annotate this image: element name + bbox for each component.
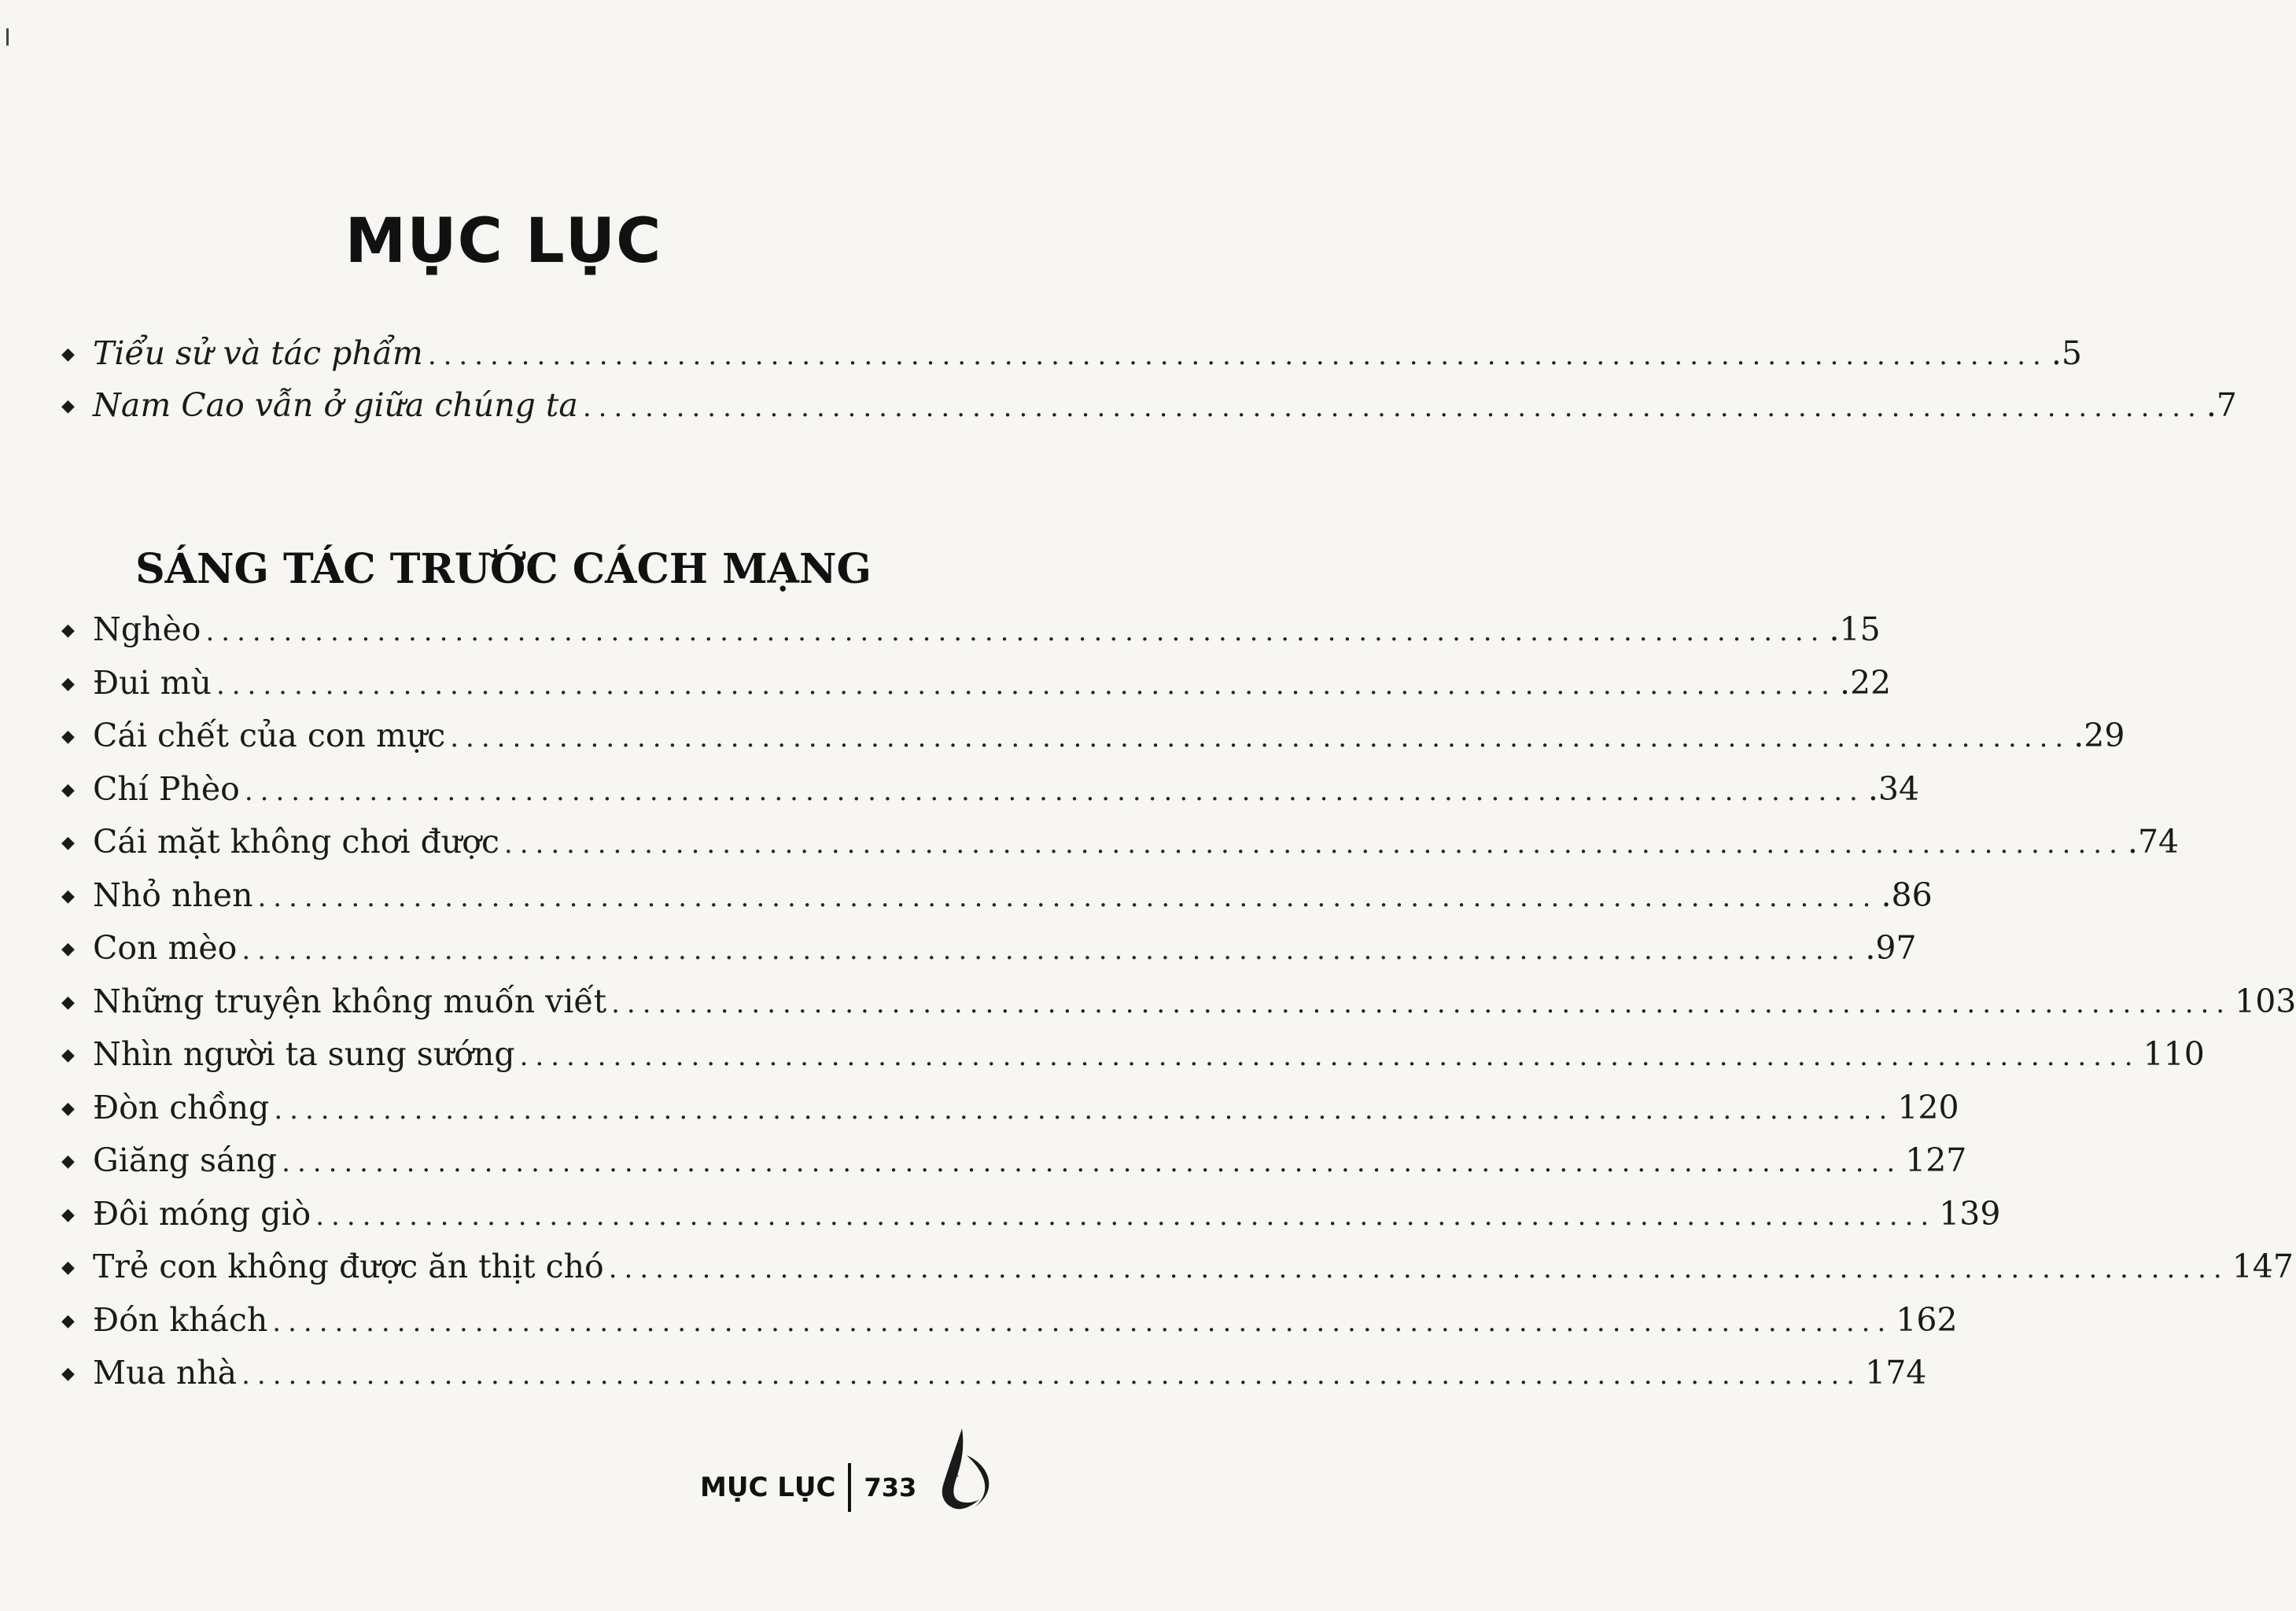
dot-leader: ........................................................................................................ bbox=[205, 616, 1826, 647]
toc-entry-page: .5 bbox=[2051, 334, 2082, 372]
toc-entry-page: .7 bbox=[2206, 386, 2237, 424]
toc-entry-page: 162 bbox=[1896, 1300, 1958, 1339]
dot-leader: ........................................................................................................ bbox=[608, 1253, 2229, 1285]
toc-entry[interactable] bbox=[61, 1088, 1959, 1142]
toc-entry-page: .22 bbox=[1839, 663, 1892, 702]
diamond-bullet-icon: ◆ bbox=[61, 345, 75, 364]
toc-entry-page: .34 bbox=[1867, 769, 1920, 808]
toc-entry-page: 120 bbox=[1897, 1088, 1959, 1126]
toc-entry[interactable] bbox=[61, 1354, 1927, 1407]
diamond-bullet-icon: ◆ bbox=[61, 780, 75, 800]
toc-entry-title: Cái chết của con mực bbox=[93, 717, 446, 754]
toc-entry[interactable] bbox=[61, 663, 1892, 717]
diamond-bullet-icon: ◆ bbox=[61, 1258, 75, 1277]
dot-leader: ........................................................................................................ bbox=[427, 340, 2048, 371]
toc-entry-title: Nhìn người ta sung sướng bbox=[93, 1035, 515, 1073]
toc-entry-title: Đòn chồng bbox=[93, 1088, 270, 1126]
toc-entry-page: 139 bbox=[1939, 1194, 2001, 1233]
footer-divider bbox=[848, 1463, 851, 1512]
toc-entry[interactable] bbox=[61, 1035, 2205, 1089]
dot-leader: ........................................................................................................ bbox=[257, 881, 1878, 913]
toc-entry-title: Giăng sáng bbox=[93, 1141, 278, 1179]
toc-entry-title: Tiểu sử và tác phẩm bbox=[93, 334, 423, 372]
diamond-bullet-icon: ◆ bbox=[61, 833, 75, 853]
diamond-bullet-icon: ◆ bbox=[61, 673, 75, 694]
page-edge-mark bbox=[6, 28, 9, 46]
diamond-bullet-icon: ◆ bbox=[61, 886, 75, 906]
toc-entry-title: Đôi móng giò bbox=[93, 1194, 311, 1233]
toc-entry-page: 174 bbox=[1865, 1354, 1927, 1392]
toc-entry[interactable] bbox=[61, 929, 1917, 982]
toc-entry[interactable] bbox=[61, 610, 1881, 664]
diamond-bullet-icon: ◆ bbox=[61, 1311, 75, 1331]
dot-leader: ........................................................................................................ bbox=[450, 722, 2071, 754]
diamond-bullet-icon: ◆ bbox=[61, 1045, 75, 1065]
dot-leader: ........................................................................................................ bbox=[244, 775, 1865, 807]
toc-entry-page: .15 bbox=[1829, 610, 1881, 648]
toc-entry-title: Chí Phèo bbox=[93, 769, 240, 808]
toc-entry-title: Nam Cao vẫn ở giữa chúng ta bbox=[93, 386, 578, 424]
dot-leader: ........................................................................................................ bbox=[241, 1359, 1863, 1391]
dot-leader: ........................................................................................................ bbox=[282, 1147, 1903, 1178]
main-toc-list bbox=[61, 610, 2296, 1407]
toc-entry-page: .74 bbox=[2127, 823, 2180, 861]
dot-leader: ........................................................................................................ bbox=[272, 1306, 1893, 1338]
toc-entry-title: Nghèo bbox=[93, 610, 201, 648]
diamond-bullet-icon: ◆ bbox=[61, 1098, 75, 1119]
toc-entry-title: Trẻ con không được ăn thịt chó bbox=[93, 1248, 604, 1285]
footer-section-label: MỤC LỤC bbox=[700, 1472, 836, 1503]
toc-entry[interactable] bbox=[61, 1194, 2001, 1248]
toc-entry-title: Đón khách bbox=[93, 1300, 268, 1339]
diamond-bullet-icon: ◆ bbox=[61, 992, 75, 1012]
toc-entry-page: 147 bbox=[2232, 1248, 2294, 1285]
toc-entry[interactable] bbox=[61, 823, 2180, 876]
toc-entry-title: Đui mù bbox=[93, 663, 212, 702]
intro-toc-list bbox=[61, 334, 2237, 438]
toc-entry-page: 127 bbox=[1905, 1141, 1967, 1179]
dot-leader: ........................................................................................................ bbox=[216, 669, 1837, 701]
diamond-bullet-icon: ◆ bbox=[61, 939, 75, 959]
toc-entry[interactable] bbox=[61, 386, 2237, 438]
dot-leader: ........................................................................................................ bbox=[315, 1200, 1937, 1232]
page-footer bbox=[700, 1463, 916, 1512]
toc-entry-page: .86 bbox=[1881, 876, 1933, 914]
diamond-bullet-icon: ◆ bbox=[61, 1364, 75, 1384]
dot-leader: ........................................................................................................ bbox=[241, 935, 1863, 966]
section-title: SÁNG TÁC TRƯỚC CÁCH MẠNG bbox=[135, 545, 872, 594]
toc-entry[interactable] bbox=[61, 1300, 1958, 1355]
dot-leader: ........................................................................................................ bbox=[503, 828, 2125, 860]
toc-entry[interactable] bbox=[61, 717, 2125, 770]
toc-entry-title: Cái mặt không chơi được bbox=[93, 823, 499, 861]
page-title: MỤC LỤC bbox=[345, 206, 662, 278]
toc-entry-title: Những truyện không muốn viết bbox=[93, 982, 607, 1020]
dot-leader: ........................................................................................................ bbox=[582, 392, 2203, 423]
toc-entry[interactable] bbox=[61, 1248, 2294, 1301]
dot-leader: ........................................................................................................ bbox=[274, 1093, 1895, 1126]
diamond-bullet-icon: ◆ bbox=[61, 1152, 75, 1171]
toc-entry-title: Nhỏ nhen bbox=[93, 876, 253, 914]
diamond-bullet-icon: ◆ bbox=[61, 727, 75, 747]
toc-entry-page: .97 bbox=[1865, 929, 1917, 967]
diamond-bullet-icon: ◆ bbox=[61, 1204, 75, 1225]
toc-entry[interactable] bbox=[61, 769, 1920, 824]
dot-leader: ........................................................................................................ bbox=[519, 1041, 2140, 1072]
toc-entry-title: Mua nhà bbox=[93, 1354, 238, 1392]
toc-entry-page: .29 bbox=[2073, 717, 2125, 754]
toc-entry[interactable] bbox=[61, 1141, 1967, 1195]
toc-entry-page: 110 bbox=[2143, 1035, 2205, 1073]
dot-leader: ........................................................................................................ bbox=[611, 987, 2232, 1019]
footer-page-number: 733 bbox=[864, 1473, 917, 1502]
toc-entry[interactable] bbox=[61, 982, 2296, 1036]
diamond-bullet-icon: ◆ bbox=[61, 621, 75, 640]
decorative-flourish-icon bbox=[932, 1424, 995, 1518]
toc-entry-page: 103 bbox=[2235, 982, 2296, 1020]
toc-entry[interactable] bbox=[61, 876, 1933, 930]
toc-entry[interactable] bbox=[61, 334, 2082, 386]
toc-entry-title: Con mèo bbox=[93, 929, 238, 967]
diamond-bullet-icon: ◆ bbox=[61, 396, 75, 416]
